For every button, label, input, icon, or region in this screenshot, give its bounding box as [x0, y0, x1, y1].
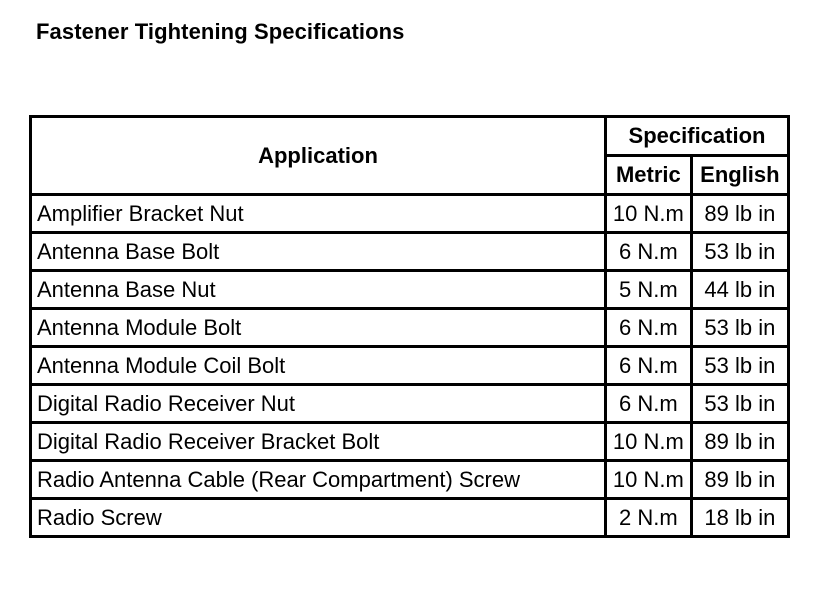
page-title: Fastener Tightening Specifications: [36, 19, 405, 44]
metric-cell: 10 N.m: [606, 461, 692, 499]
specification-header: Specification: [606, 117, 789, 156]
table-row: [31, 461, 789, 499]
application-cell: Antenna Base Nut: [31, 271, 606, 309]
application-cell: Antenna Base Bolt: [31, 233, 606, 271]
application-header: Application: [31, 117, 606, 195]
application-cell: Antenna Module Bolt: [31, 309, 606, 347]
table-row: [31, 233, 789, 271]
header-row-top: [31, 117, 789, 156]
metric-cell: 6 N.m: [606, 309, 692, 347]
english-cell: 53 lb in: [691, 385, 788, 423]
english-cell: 53 lb in: [691, 309, 788, 347]
table-row: [31, 499, 789, 537]
table-row: [31, 271, 789, 309]
table-row: [31, 423, 789, 461]
english-cell: 89 lb in: [691, 195, 788, 233]
english-cell: 18 lb in: [691, 499, 788, 537]
application-cell: Digital Radio Receiver Nut: [31, 385, 606, 423]
table-row: [31, 347, 789, 385]
application-cell: Digital Radio Receiver Bracket Bolt: [31, 423, 606, 461]
english-cell: 44 lb in: [691, 271, 788, 309]
application-cell: Amplifier Bracket Nut: [31, 195, 606, 233]
application-cell: Radio Screw: [31, 499, 606, 537]
metric-cell: 5 N.m: [606, 271, 692, 309]
english-cell: 53 lb in: [691, 233, 788, 271]
metric-cell: 6 N.m: [606, 347, 692, 385]
application-cell: Antenna Module Coil Bolt: [31, 347, 606, 385]
english-cell: 89 lb in: [691, 461, 788, 499]
metric-cell: 10 N.m: [606, 195, 692, 233]
table-row: [31, 385, 789, 423]
metric-cell: 6 N.m: [606, 385, 692, 423]
fastener-spec-table: [29, 115, 790, 538]
english-cell: 89 lb in: [691, 423, 788, 461]
metric-header: Metric: [606, 156, 692, 195]
english-cell: 53 lb in: [691, 347, 788, 385]
english-header: English: [691, 156, 788, 195]
table-row: [31, 195, 789, 233]
metric-cell: 2 N.m: [606, 499, 692, 537]
metric-cell: 6 N.m: [606, 233, 692, 271]
metric-cell: 10 N.m: [606, 423, 692, 461]
table-row: [31, 309, 789, 347]
application-cell: Radio Antenna Cable (Rear Compartment) Screw: [31, 461, 606, 499]
